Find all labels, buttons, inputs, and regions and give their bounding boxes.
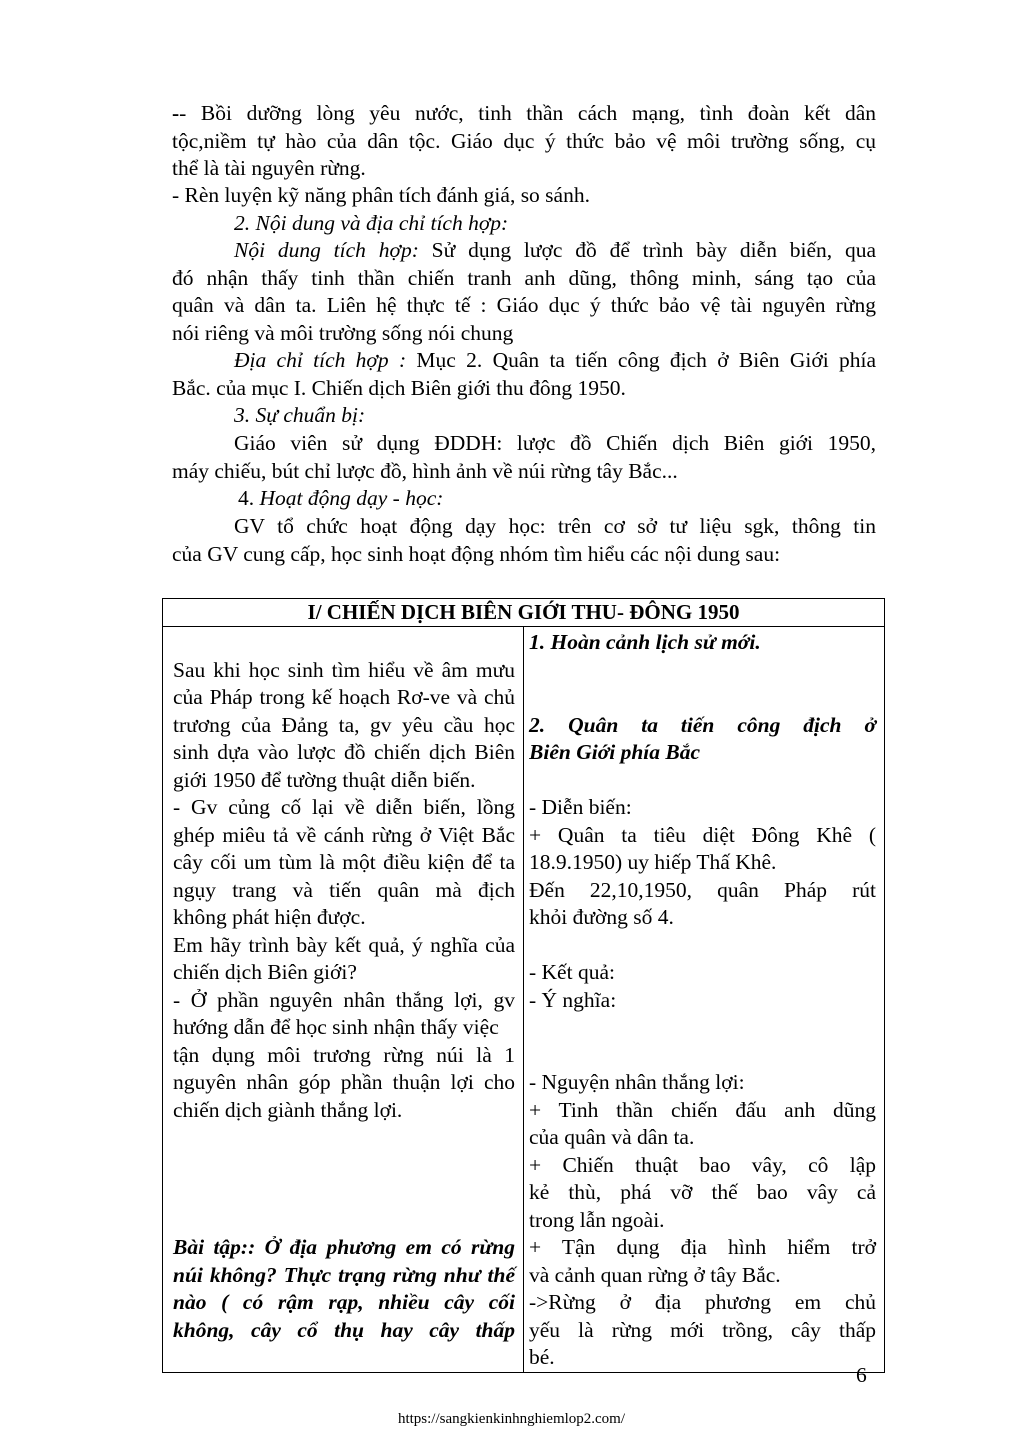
left-l4-5: chiến dịch giành thắng lợi. bbox=[173, 1097, 403, 1122]
paragraph-skills: - Rèn luyện kỹ năng phân tích đánh giá, so sánh. bbox=[172, 183, 590, 207]
right-r3: - Diễn biến: bbox=[529, 795, 632, 819]
right-r8-1: + Tinh thần chiến đấu anh dũng bbox=[529, 1097, 876, 1122]
left-l1-3: trương của Đảng ta, gv yêu cầu học bbox=[173, 712, 515, 737]
integration-content-line-3: quân và dân ta. Liên hệ thực tế : Giáo dục ý thức bảo vệ tài nguyên rừng bbox=[172, 293, 876, 317]
right-r1: 1. Hoàn cảnh lịch sử mới. bbox=[529, 630, 761, 654]
lesson-table bbox=[162, 598, 885, 1373]
heading-integration: 2. Nội dung và địa chỉ tích hợp: bbox=[234, 211, 509, 235]
goals-line-2: tộc,niềm tự hào của dân tộc. Giáo dục ý thức bảo vệ môi trường sống, cụ bbox=[172, 128, 876, 153]
preparation-line-2: máy chiếu, bút chỉ lược đồ, hình ảnh về núi rừng tây Bắc... bbox=[172, 458, 678, 483]
paragraph-integration-address bbox=[172, 347, 876, 402]
paragraph-integration-content bbox=[172, 237, 876, 347]
paragraph-preparation bbox=[172, 430, 876, 485]
left-l1-5: giới 1950 để tường thuật diễn biến. bbox=[173, 767, 476, 792]
right-r4-4: khỏi đường số 4. bbox=[529, 905, 674, 929]
paragraph-goals bbox=[172, 100, 876, 183]
left-l5-4: không, cây cổ thụ hay cây thấp bbox=[173, 1317, 515, 1342]
heading-activities-number: 4. bbox=[238, 486, 255, 510]
left-l5-1: Bài tập:: Ở địa phương em có rừng bbox=[173, 1235, 515, 1259]
integration-address-line-2: Bắc. của mục I. Chiến dịch Biên giới thu đông 1950. bbox=[172, 375, 626, 400]
right-r2-1: 2. Quân ta tiến công địch ở bbox=[529, 712, 876, 737]
goals-line-3: thể là tài nguyên rừng. bbox=[172, 156, 366, 180]
integration-content-line-2: đó nhận thấy tinh thần chiến tranh anh dũng, thông minh, sáng tạo của bbox=[172, 265, 876, 290]
heading-activities-title: Hoạt động dạy - học: bbox=[254, 486, 444, 510]
integration-address-lead: Địa chỉ tích hợp : bbox=[234, 348, 407, 372]
right-r9-1: + Chiến thuật bao vây, cô lập bbox=[529, 1152, 876, 1177]
heading-activities bbox=[172, 485, 942, 513]
right-r4-3: Đến 22,10,1950, quân Pháp rút bbox=[529, 877, 876, 902]
right-r11-1: ->Rừng ở địa phương em chủ bbox=[529, 1290, 876, 1314]
right-r9-2: kẻ thù, phá vỡ thế bao vây cả bbox=[529, 1180, 876, 1204]
right-r6: - Ý nghĩa: bbox=[529, 987, 617, 1012]
goals-line-1: - Bồi dưỡng lòng yêu nước, tinh thần cách mạng, tình đoàn kết dân bbox=[179, 101, 876, 125]
left-l4-4: nguyên nhân góp phần thuận lợi cho bbox=[173, 1070, 515, 1094]
right-r8-2: của quân và dân ta. bbox=[529, 1125, 695, 1149]
paragraph-activities bbox=[172, 513, 876, 568]
dash: - bbox=[172, 101, 180, 125]
page-number: 6 bbox=[856, 1363, 867, 1387]
left-l3-1: Em hãy trình bày kết quả, ý nghĩa của bbox=[173, 932, 515, 957]
left-l2-1: - Gv củng cố lại về diễn biến, lồng bbox=[173, 795, 515, 819]
left-l2-2: ghép miêu tả về cánh rừng ở Việt Bắc bbox=[173, 822, 515, 847]
left-l1-1: Sau khi học sinh tìm hiểu về âm mưu bbox=[173, 657, 515, 682]
left-l5-3: nào ( có rậm rạp, nhiều cây cối bbox=[173, 1290, 515, 1314]
left-l3-2: chiến dịch Biên giới? bbox=[173, 960, 357, 984]
integration-content-line-4: nói riêng và môi trường sống nói chung bbox=[172, 320, 514, 345]
left-l4-1: - Ở phần nguyên nhân thắng lợi, gv bbox=[173, 987, 515, 1012]
left-l1-4: sinh dựa vào lược đồ chiến dịch Biên bbox=[173, 740, 515, 764]
left-l1-2: của Pháp trong kế hoạch Rơ-ve và chủ bbox=[173, 685, 515, 709]
teacher-activities-cell bbox=[163, 627, 524, 1373]
heading-preparation: 3. Sự chuẩn bị: bbox=[234, 403, 366, 427]
content-cell bbox=[524, 627, 885, 1373]
right-r4-1: + Quân ta tiêu diệt Đông Khê ( bbox=[529, 822, 876, 847]
table-header: I/ CHIẾN DỊCH BIÊN GIỚI THU- ĐÔNG 1950 bbox=[163, 599, 885, 627]
right-r11-2: yếu là rừng mới trồng, cây thấp bbox=[529, 1317, 876, 1342]
right-r10-1: + Tận dụng địa hình hiểm trở bbox=[529, 1235, 876, 1259]
activities-line-1: GV tổ chức hoạt động dạy học: trên cơ sở tư liệu sgk, thông tin bbox=[234, 514, 876, 538]
right-r5: - Kết quả: bbox=[529, 960, 615, 984]
activities-line-2: của GV cung cấp, học sinh hoạt động nhóm tìm hiểu các nội dung sau: bbox=[172, 541, 781, 566]
left-l4-3: tận dụng môi trương rừng núi là 1 bbox=[173, 1042, 515, 1067]
integration-content-lead: Nội dung tích hợp: bbox=[234, 238, 419, 262]
right-r4-2: 18.9.1950) uy hiếp Thấ Khê. bbox=[529, 850, 777, 874]
right-r10-2: và cảnh quan rừng ở tây Bắc. bbox=[529, 1262, 781, 1287]
right-r2-2: Biên Giới phía Bắc bbox=[529, 740, 701, 764]
left-l4-2: hướng dẫn để học sinh nhận thấy việc bbox=[173, 1015, 499, 1039]
left-l2-4: ngụy trang và tiến quân mà địch bbox=[173, 877, 515, 902]
right-r11-3: bé. bbox=[529, 1345, 555, 1369]
right-r9-3: trong lẫn ngoài. bbox=[529, 1207, 665, 1232]
left-l5-2: núi không? Thực trạng rừng như thế bbox=[173, 1262, 515, 1287]
left-l2-5: không phát hiện được. bbox=[173, 905, 366, 929]
footer-url: https://sangkienkinhnghiemlop2.com/ bbox=[397, 1411, 626, 1427]
left-l2-3: cây cối um tùm là một điều kiện để ta bbox=[173, 850, 515, 874]
integration-address-line-1: Mục 2. Quân ta tiến công địch ở Biên Giới phía bbox=[406, 348, 876, 372]
integration-content-line-1: Sử dụng lược đồ để trình bày diễn biến, qua bbox=[418, 238, 877, 262]
preparation-line-1: Giáo viên sử dụng ĐDDH: lược đồ Chiến dịch Biên giới 1950, bbox=[234, 431, 876, 455]
right-r7: - Nguyện nhân thắng lợi: bbox=[529, 1070, 745, 1094]
